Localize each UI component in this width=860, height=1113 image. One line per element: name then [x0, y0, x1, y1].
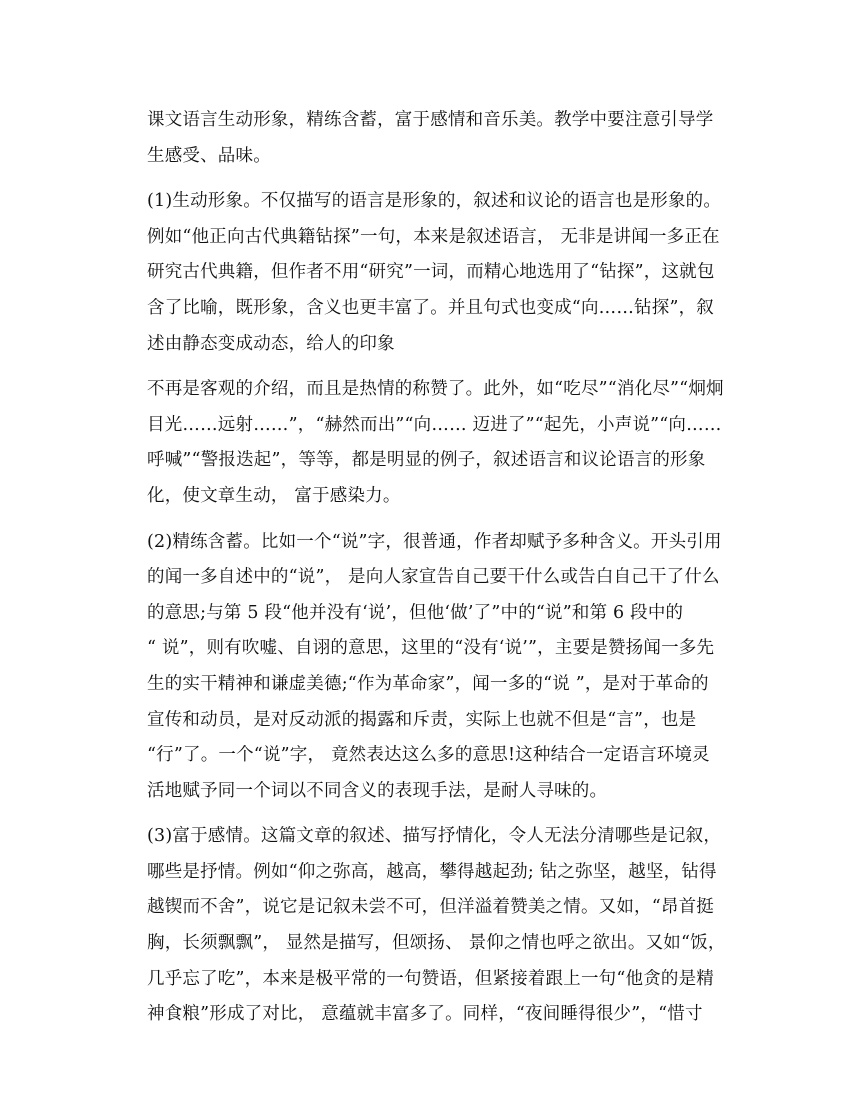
paragraph-concise	[147, 525, 720, 810]
text-line: 的意思;与第 5 段“他并没有‘说’，但他‘做’了”中的“说”和第 6 段中的	[147, 602, 684, 623]
text-line: 几乎忘了吃”，本来是极平常的一句赞语，但紧接着跟上一句“他贪的是精	[147, 968, 714, 989]
text-line: 生感受、品味。	[147, 145, 271, 166]
paragraph-vivid-continued	[147, 372, 724, 514]
paragraph-intro	[147, 103, 720, 174]
paragraph-emotion	[147, 819, 726, 1033]
paragraph-vivid-imagery	[147, 184, 720, 362]
text-line: 述由静态变成动态，给人的印象	[147, 333, 395, 354]
text-line: 越锲而不舍”，说它是记叙未尝不可，但洋溢着赞美之情。又如，“昂首挺	[147, 897, 714, 918]
text-line: 目光……远射……”，“赫然而出”“向…… 迈进了”“起先，小声说”“向……	[147, 414, 722, 435]
text-line: 胸，长须飘飘”， 显然是描写，但颂扬、 景仰之情也呼之欲出。又如“饭，	[147, 933, 726, 954]
text-line: 宣传和动员，是对反动派的揭露和斥责，实际上也就不但是“言”，也是	[147, 709, 697, 730]
text-line: 不再是客观的介绍，而且是热情的称赞了。此外，如“吃尽”“消化尽”“炯炯	[147, 379, 724, 400]
text-line: 研究古代典籍，但作者不用“研究”一词，而精心地选用了“钻探”，这就包	[147, 262, 715, 283]
text-line: “行”了。一个“说”字， 竟然表达这么多的意思!这种结合一定语言环境灵	[147, 745, 710, 766]
text-line: 哪些是抒情。例如“仰之弥高，越高，攀得越起劲; 钻之弥坚，越坚，钻得	[147, 861, 717, 882]
text-line: 的闻一多自述中的“说”， 是向人家宣告自己要干什么或告白自己干了什么	[147, 567, 720, 588]
text-line: 活地赋予同一个词以不同含义的表现手法，是耐人寻味的。	[147, 780, 608, 801]
text-line: 生的实干精神和谦虚美德;“作为革命家”，闻一多的“说 ”，是对于革命的	[147, 673, 709, 694]
text-line: “ 说”，则有吹嘘、自诩的意思，这里的“没有‘说’”，主要是赞扬闻一多先	[147, 638, 715, 659]
text-line: 化，使文章生动， 富于感染力。	[147, 485, 401, 506]
text-line: 例如“他正向古代典籍钻探”一句，本来是叙述语言， 无非是讲闻一多正在	[147, 226, 720, 247]
text-line: (1)生动形象。不仅描写的语言是形象的，叙述和议论的语言也是形象的。	[147, 191, 722, 212]
text-line: 神食粮”形成了对比， 意蕴就丰富多了。同样，“夜间睡得很少”，“惜寸	[147, 1004, 703, 1025]
text-line: 呼喊”“警报迭起”，等等，都是明显的例子，叙述语言和议论语言的形象	[147, 450, 706, 471]
text-line: (3)富于感情。这篇文章的叙述、描写抒情化，令人无法分清哪些是记叙，	[147, 826, 722, 847]
text-line: 课文语言生动形象，精练含蓄，富于感情和音乐美。教学中要注意引导学	[147, 110, 714, 130]
text-line: 含了比喻，既形象，含义也更丰富了。并且句式也变成“向……钻探”，叙	[147, 297, 714, 318]
text-line: (2)精练含蓄。比如一个“说”字，很普通，作者却赋予多种含义。开头引用	[147, 531, 722, 552]
